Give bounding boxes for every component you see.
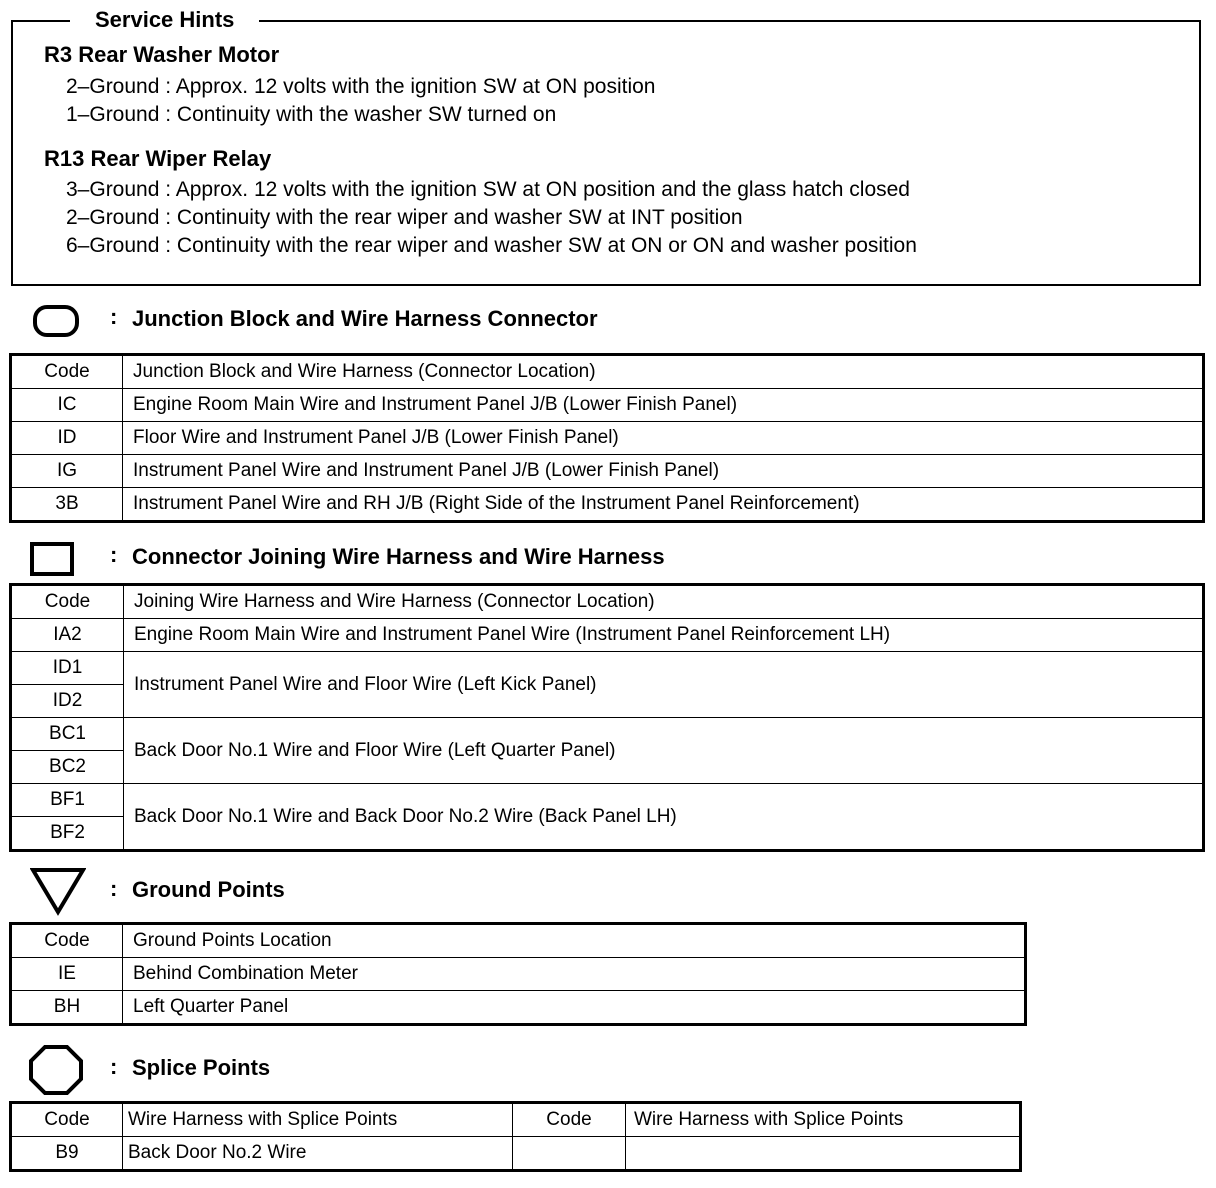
header-code: Code [11, 924, 123, 958]
table-row [11, 652, 1204, 685]
table-header-row [11, 585, 1204, 619]
octagon-icon [28, 1044, 84, 1096]
hint-line: 1–Ground : Continuity with the washer SW turned on [66, 103, 557, 126]
row-code: IA2 [11, 619, 124, 652]
row-code: IG [11, 455, 123, 488]
table-row [11, 958, 1026, 991]
row-code [513, 1137, 626, 1171]
hint-heading-r13: R13 Rear Wiper Relay [44, 146, 272, 171]
row-desc: Back Door No.2 Wire [123, 1137, 513, 1171]
table-row [11, 1137, 1021, 1171]
rectangle-icon [30, 542, 74, 576]
row-code: BC2 [11, 751, 124, 784]
table-row [11, 619, 1204, 652]
connector-section-title: Connector Joining Wire Harness and Wire Harness [132, 544, 665, 569]
hint-line: 2–Ground : Continuity with the rear wiper and washer SW at INT position [66, 206, 743, 229]
header-desc: Joining Wire Harness and Wire Harness (Connector Location) [124, 585, 1204, 619]
section-colon: : [110, 542, 118, 567]
row-code: 3B [11, 488, 123, 522]
row-code: ID [11, 422, 123, 455]
service-hints-title: Service Hints [70, 7, 259, 33]
row-code: BF2 [11, 817, 124, 851]
junction-section-title: Junction Block and Wire Harness Connector [132, 306, 598, 331]
section-colon: : [110, 304, 118, 329]
row-desc: Left Quarter Panel [123, 991, 1026, 1025]
row-desc: Engine Room Main Wire and Instrument Panel Wire (Instrument Panel Reinforcement LH) [124, 619, 1204, 652]
row-code: IC [11, 389, 123, 422]
hint-heading-r3: R3 Rear Washer Motor [44, 42, 280, 67]
row-desc: Floor Wire and Instrument Panel J/B (Lower Finish Panel) [123, 422, 1204, 455]
splice-section-title: Splice Points [132, 1055, 271, 1080]
table-row [11, 718, 1204, 751]
header-desc: Ground Points Location [123, 924, 1026, 958]
row-code: BF1 [11, 784, 124, 817]
ground-table [9, 922, 1027, 1026]
row-code: IE [11, 958, 123, 991]
table-row [11, 389, 1204, 422]
row-code: ID1 [11, 652, 124, 685]
junction-table [9, 353, 1205, 523]
row-desc: Instrument Panel Wire and RH J/B (Right Side of the Instrument Panel Reinforcement) [123, 488, 1204, 522]
row-desc: Back Door No.1 Wire and Back Door No.2 Wire (Back Panel LH) [124, 784, 1204, 851]
hint-line: 3–Ground : Approx. 12 volts with the ignition SW at ON position and the glass hatch closed [66, 178, 910, 201]
table-row [11, 991, 1026, 1025]
table-row [11, 784, 1204, 817]
header-code: Code [11, 585, 124, 619]
table-row [11, 455, 1204, 488]
row-code: ID2 [11, 685, 124, 718]
row-desc: Instrument Panel Wire and Floor Wire (Left Kick Panel) [124, 652, 1204, 718]
ground-section-title: Ground Points [132, 877, 285, 902]
row-code: BH [11, 991, 123, 1025]
row-code: BC1 [11, 718, 124, 751]
rounded-rectangle-icon [32, 304, 80, 338]
row-code: B9 [11, 1137, 123, 1171]
header-code: Code [513, 1103, 626, 1137]
hint-line: 6–Ground : Continuity with the rear wiper and washer SW at ON or ON and washer position [66, 234, 917, 257]
row-desc: Back Door No.1 Wire and Floor Wire (Left Quarter Panel) [124, 718, 1204, 784]
section-colon: : [110, 1054, 118, 1079]
row-desc: Instrument Panel Wire and Instrument Panel J/B (Lower Finish Panel) [123, 455, 1204, 488]
header-desc: Wire Harness with Splice Points [626, 1103, 1021, 1137]
table-header-row [11, 1103, 1021, 1137]
header-desc: Wire Harness with Splice Points [123, 1103, 513, 1137]
row-desc: Engine Room Main Wire and Instrument Panel J/B (Lower Finish Panel) [123, 389, 1204, 422]
header-desc: Junction Block and Wire Harness (Connector Location) [123, 355, 1204, 389]
triangle-down-icon [30, 866, 86, 916]
table-header-row [11, 924, 1026, 958]
table-header-row [11, 355, 1204, 389]
header-code: Code [11, 355, 123, 389]
row-desc: Behind Combination Meter [123, 958, 1026, 991]
hint-line: 2–Ground : Approx. 12 volts with the ignition SW at ON position [66, 75, 656, 98]
connector-table [9, 583, 1205, 852]
header-code: Code [11, 1103, 123, 1137]
section-colon: : [110, 876, 118, 901]
table-row [11, 488, 1204, 522]
table-row [11, 422, 1204, 455]
splice-table [9, 1101, 1022, 1172]
row-desc [626, 1137, 1021, 1171]
